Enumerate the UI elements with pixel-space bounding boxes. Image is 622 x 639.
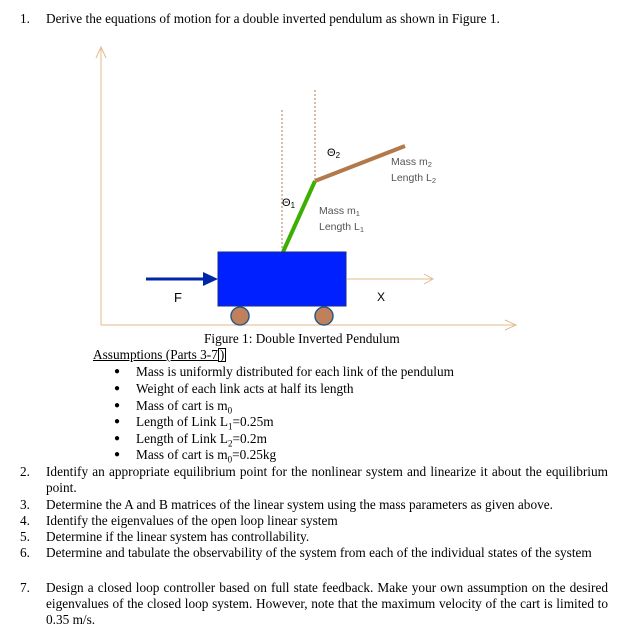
question-text: Identify an appropriate equilibrium point for the nonlinear system and linearize it about the equilibrium point.	[46, 464, 608, 495]
assumption-item: ● Mass of cart is $m_0=0.25kg$	[114, 447, 277, 465]
question-text: Identify the eigenvalues of the open loop linear system	[46, 513, 338, 528]
force-arrowhead	[203, 272, 218, 286]
question-text: Determine and tabulate the observability of the system from each of the individual states of the system	[46, 545, 592, 560]
question-text: Design a closed loop controller based on full state feedback. Make your own assumption on the desired eigenvalues of the closed loop system. However, note that the maximum velocity of the cart is limited to 0.35 m/s.	[46, 580, 608, 627]
assumption-item: ● Length of Link $L_1=0.25m$	[114, 414, 274, 432]
assumption-item: ● Weight of each link acts at half its length	[114, 381, 354, 396]
question-5: 5. Determine if the linear system has controllability.	[20, 529, 608, 545]
question-text: Derive the equations of motion for a double inverted pendulum as shown in Figure 1.	[46, 11, 500, 26]
question-3: 3. Determine the A and B matrices of the linear system using the mass parameters as given above.	[20, 497, 608, 513]
question-text: Determine the A and B matrices of the linear system using the mass parameters as given above.	[46, 497, 553, 512]
question-7: 7. Design a closed loop controller based on full state feedback. Make your own assumption on the desired eigenvalues of the closed loop system. However, note that the maximum velocity of the cart is limited to 0.35 m/s.	[20, 580, 608, 627]
link-1	[283, 181, 315, 252]
question-number: 1.	[20, 11, 30, 26]
question-text: Determine if the linear system has controllability.	[46, 529, 310, 544]
question-6: 6. Determine and tabulate the observability of the system from each of the individual states of the system	[20, 545, 608, 561]
mass2-label: Mass m2	[391, 156, 432, 169]
length1-label: Length L1	[319, 221, 365, 234]
text-cursor: )	[219, 347, 225, 362]
mass1-label: Mass m1	[319, 205, 360, 218]
force-label: F	[174, 290, 182, 305]
wheel-left	[231, 307, 249, 325]
theta2-label: Θ2	[327, 147, 341, 160]
question-2: 2. Identify an appropriate equilibrium point for the nonlinear system and linearize it about the equilibrium point.	[20, 464, 608, 495]
x-label: X	[377, 290, 386, 304]
assumption-item: ● Length of Link $L_2=0.2m$	[114, 431, 267, 449]
theta1-label: Θ1	[282, 197, 296, 210]
assumptions-heading: Assumptions (Parts 3-7 )	[93, 347, 225, 362]
figure-caption: Figure 1: Double Inverted Pendulum	[204, 331, 400, 346]
length2-label: Length L2	[391, 172, 437, 185]
wheel-right	[315, 307, 333, 325]
question-4: 4. Identify the eigenvalues of the open loop linear system	[20, 513, 608, 529]
assumption-item: ● Mass is uniformly distributed for each link of the pendulum	[114, 364, 454, 379]
assumption-item: ● Mass of cart is $m_0$	[114, 398, 233, 416]
cart	[218, 252, 346, 306]
